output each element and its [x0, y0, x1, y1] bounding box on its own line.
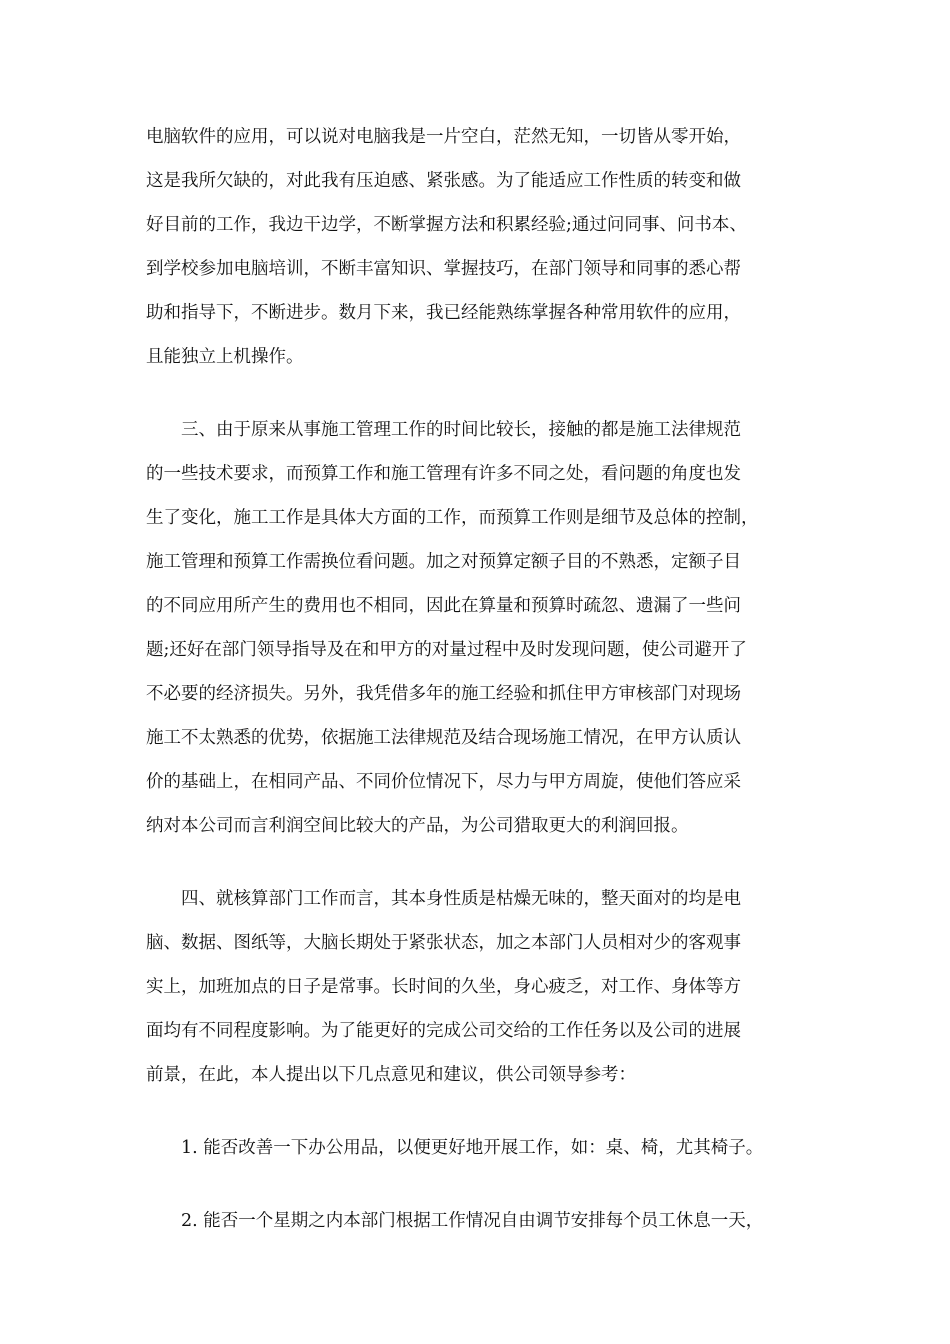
paragraph-line: 脑、数据、图纸等，大脑长期处于紧张状态，加之本部门人员相对少的客观事: [146, 933, 741, 953]
paragraph-line: 三、由于原来从事施工管理工作的时间比较长，接触的都是施工法律规范: [181, 420, 741, 440]
paragraph-line: 好目前的工作，我边干边学，不断掌握方法和积累经验;通过问同事、问书本、: [146, 215, 747, 235]
suggestion-item-1: 1. 能否改善一下办公用品，以便更好地开展工作，如：桌、椅，尤其椅子。: [181, 1138, 764, 1158]
paragraph-line: 施工管理和预算工作需换位看问题。加之对预算定额子目的不熟悉，定额子目: [146, 552, 741, 572]
paragraph-line: 且能独立上机操作。: [146, 347, 304, 367]
suggestion-item-2: 2. 能否一个星期之内本部门根据工作情况自由调节安排每个员工休息一天，: [181, 1211, 764, 1231]
paragraph-line: 施工不太熟悉的优势，依据施工法律规范及结合现场施工情况，在甲方认质认: [146, 728, 741, 748]
paragraph-line: 四、就核算部门工作而言，其本身性质是枯燥无味的，整天面对的均是电: [181, 889, 741, 909]
paragraph-line: 题;还好在部门领导指导及在和甲方的对量过程中及时发现问题，使公司避开了: [146, 640, 747, 660]
paragraph-line: 助和指导下，不断进步。数月下来，我已经能熟练掌握各种常用软件的应用，: [146, 303, 741, 323]
paragraph-line: 的一些技术要求，而预算工作和施工管理有许多不同之处，看问题的角度也发: [146, 464, 741, 484]
paragraph-line: 实上，加班加点的日子是常事。长时间的久坐，身心疲乏，对工作、身体等方: [146, 977, 741, 997]
paragraph-line: 的不同应用所产生的费用也不相同，因此在算量和预算时疏忽、遗漏了一些问: [146, 596, 741, 616]
paragraph-line: 生了变化，施工工作是具体大方面的工作，而预算工作则是细节及总体的控制，: [146, 508, 759, 528]
paragraph-line: 面均有不同程度影响。为了能更好的完成公司交给的工作任务以及公司的进展: [146, 1021, 741, 1041]
paragraph-line: 电脑软件的应用，可以说对电脑我是一片空白，茫然无知，一切皆从零开始，: [146, 127, 741, 147]
paragraph-line: 这是我所欠缺的，对此我有压迫感、紧张感。为了能适应工作性质的转变和做: [146, 171, 741, 191]
paragraph-line: 不必要的经济损失。另外，我凭借多年的施工经验和抓住甲方审核部门对现场: [146, 684, 741, 704]
paragraph-line: 前景，在此，本人提出以下几点意见和建议，供公司领导参考：: [146, 1065, 636, 1085]
paragraph-line: 到学校参加电脑培训，不断丰富知识、掌握技巧，在部门领导和同事的悉心帮: [146, 259, 741, 279]
paragraph-line: 价的基础上，在相同产品、不同价位情况下，尽力与甲方周旋，使他们答应采: [146, 772, 741, 792]
paragraph-line: 纳对本公司而言利润空间比较大的产品，为公司猎取更大的利润回报。: [146, 816, 689, 836]
